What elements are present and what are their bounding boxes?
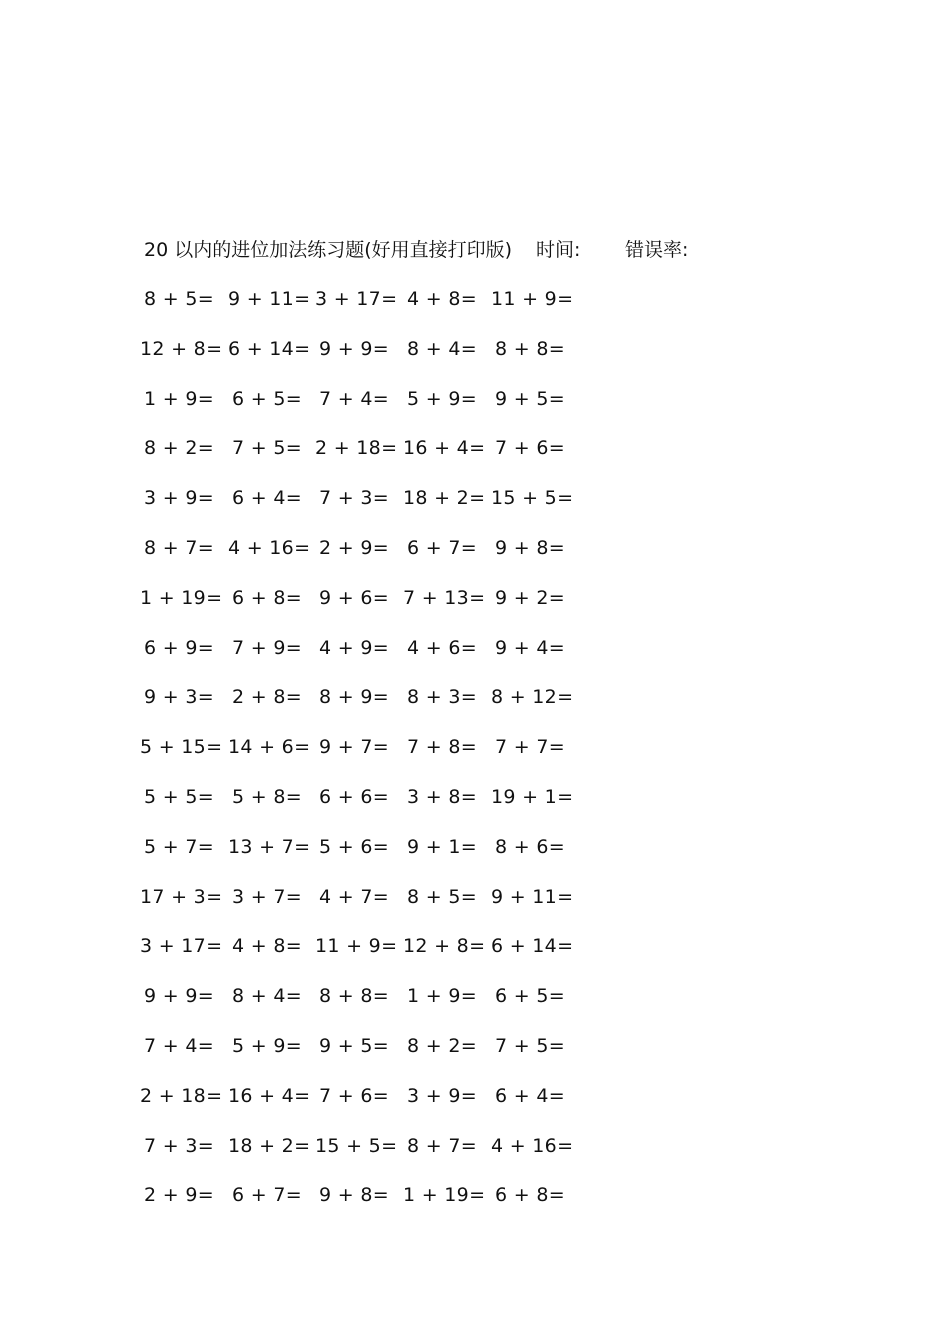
addition-problem: 17 + 3= [140, 885, 223, 908]
addition-problem: 6 + 9= [144, 636, 214, 659]
addition-problem: 1 + 9= [144, 387, 214, 410]
problem-row [144, 684, 604, 734]
addition-problem: 2 + 8= [232, 686, 302, 709]
addition-problem: 19 + 1= [491, 785, 574, 808]
addition-problem: 4 + 16= [491, 1134, 574, 1157]
addition-problem: 3 + 9= [407, 1084, 477, 1107]
problem-row [144, 435, 604, 485]
addition-problem: 7 + 7= [495, 736, 565, 759]
addition-problem: 1 + 19= [403, 1184, 486, 1207]
addition-problem: 2 + 18= [315, 437, 398, 460]
addition-problem: 6 + 7= [407, 536, 477, 559]
problem-row [144, 1133, 604, 1183]
addition-problem: 8 + 7= [407, 1134, 477, 1157]
problem-row [140, 884, 604, 934]
addition-problem: 6 + 14= [491, 935, 574, 958]
worksheet-header [144, 236, 744, 264]
problem-row [144, 386, 604, 436]
problem-row [144, 784, 604, 834]
addition-problem: 8 + 7= [144, 536, 214, 559]
addition-problem: 6 + 14= [228, 337, 311, 360]
addition-problem: 4 + 8= [232, 935, 302, 958]
addition-problem: 8 + 3= [407, 686, 477, 709]
problem-row [140, 734, 604, 784]
addition-problem: 9 + 2= [495, 586, 565, 609]
problem-row [140, 933, 604, 983]
addition-problem: 8 + 9= [319, 686, 389, 709]
addition-problem: 7 + 5= [495, 1034, 565, 1057]
addition-problem: 8 + 4= [232, 985, 302, 1008]
problem-row [144, 485, 604, 535]
addition-problem: 7 + 8= [407, 736, 477, 759]
addition-problem: 1 + 9= [407, 985, 477, 1008]
addition-problem: 7 + 5= [232, 437, 302, 460]
problem-row [144, 983, 604, 1033]
problem-row [140, 336, 604, 386]
addition-problem: 9 + 5= [319, 1034, 389, 1057]
addition-problem: 7 + 3= [319, 487, 389, 510]
addition-problem: 6 + 8= [232, 586, 302, 609]
addition-problem: 8 + 6= [495, 835, 565, 858]
addition-problem: 5 + 15= [140, 736, 223, 759]
addition-problem: 4 + 6= [407, 636, 477, 659]
addition-problem: 11 + 9= [491, 288, 574, 310]
addition-problem: 9 + 11= [228, 288, 311, 310]
addition-problem: 9 + 8= [319, 1184, 389, 1207]
addition-problem: 5 + 9= [232, 1034, 302, 1057]
addition-problem: 8 + 8= [319, 985, 389, 1008]
addition-problem: 15 + 5= [491, 487, 574, 510]
addition-problem: 6 + 4= [232, 487, 302, 510]
addition-problem: 3 + 17= [140, 935, 223, 958]
problem-grid [140, 286, 604, 1232]
addition-problem: 13 + 7= [228, 835, 311, 858]
addition-problem: 7 + 6= [495, 437, 565, 460]
addition-problem: 4 + 7= [319, 885, 389, 908]
addition-problem: 16 + 4= [228, 1084, 311, 1107]
addition-problem: 6 + 5= [495, 985, 565, 1008]
addition-problem: 8 + 2= [144, 437, 214, 460]
addition-problem: 12 + 8= [140, 337, 223, 360]
addition-problem: 6 + 8= [495, 1184, 565, 1207]
problem-row [144, 635, 604, 685]
addition-problem: 2 + 9= [319, 536, 389, 559]
addition-problem: 9 + 3= [144, 686, 214, 709]
addition-problem: 11 + 9= [315, 935, 398, 958]
addition-problem: 14 + 6= [228, 736, 311, 759]
addition-problem: 3 + 7= [232, 885, 302, 908]
addition-problem: 18 + 2= [228, 1134, 311, 1157]
problem-row [140, 585, 604, 635]
addition-problem: 7 + 13= [403, 586, 486, 609]
addition-problem: 8 + 5= [407, 885, 477, 908]
addition-problem: 8 + 12= [491, 686, 574, 709]
problem-row [144, 286, 604, 336]
addition-problem: 3 + 17= [315, 288, 398, 310]
addition-problem: 4 + 8= [407, 288, 477, 310]
addition-problem: 6 + 6= [319, 785, 389, 808]
addition-problem: 2 + 9= [144, 1184, 214, 1207]
addition-problem: 4 + 16= [228, 536, 311, 559]
problem-row [144, 535, 604, 585]
addition-problem: 9 + 6= [319, 586, 389, 609]
addition-problem: 9 + 9= [144, 985, 214, 1008]
addition-problem: 9 + 1= [407, 835, 477, 858]
problem-row [140, 1083, 604, 1133]
addition-problem: 8 + 2= [407, 1034, 477, 1057]
addition-problem: 3 + 8= [407, 785, 477, 808]
addition-problem: 3 + 9= [144, 487, 214, 510]
addition-problem: 1 + 19= [140, 586, 223, 609]
addition-problem: 12 + 8= [403, 935, 486, 958]
addition-problem: 7 + 4= [319, 387, 389, 410]
problem-row [144, 1033, 604, 1083]
addition-problem: 8 + 5= [144, 288, 214, 310]
addition-problem: 8 + 8= [495, 337, 565, 360]
worksheet-title: 20 以内的进位加法练习题(好用直接打印版) [144, 239, 513, 261]
addition-problem: 9 + 4= [495, 636, 565, 659]
addition-problem: 9 + 11= [491, 885, 574, 908]
addition-problem: 6 + 5= [232, 387, 302, 410]
addition-problem: 9 + 8= [495, 536, 565, 559]
error-rate-label: 错误率: [625, 239, 689, 261]
addition-problem: 9 + 7= [319, 736, 389, 759]
addition-problem: 6 + 4= [495, 1084, 565, 1107]
time-label: 时间: [536, 239, 581, 261]
addition-problem: 16 + 4= [403, 437, 486, 460]
addition-problem: 6 + 7= [232, 1184, 302, 1207]
addition-problem: 8 + 4= [407, 337, 477, 360]
addition-problem: 9 + 9= [319, 337, 389, 360]
addition-problem: 4 + 9= [319, 636, 389, 659]
problem-row [144, 1182, 604, 1232]
addition-problem: 7 + 3= [144, 1134, 214, 1157]
problem-row [144, 834, 604, 884]
addition-problem: 7 + 9= [232, 636, 302, 659]
addition-problem: 5 + 9= [407, 387, 477, 410]
addition-problem: 15 + 5= [315, 1134, 398, 1157]
addition-problem: 9 + 5= [495, 387, 565, 410]
addition-problem: 5 + 8= [232, 785, 302, 808]
addition-problem: 7 + 4= [144, 1034, 214, 1057]
addition-problem: 2 + 18= [140, 1084, 223, 1107]
addition-problem: 5 + 5= [144, 785, 214, 808]
addition-problem: 7 + 6= [319, 1084, 389, 1107]
addition-problem: 5 + 6= [319, 835, 389, 858]
addition-problem: 5 + 7= [144, 835, 214, 858]
addition-problem: 18 + 2= [403, 487, 486, 510]
